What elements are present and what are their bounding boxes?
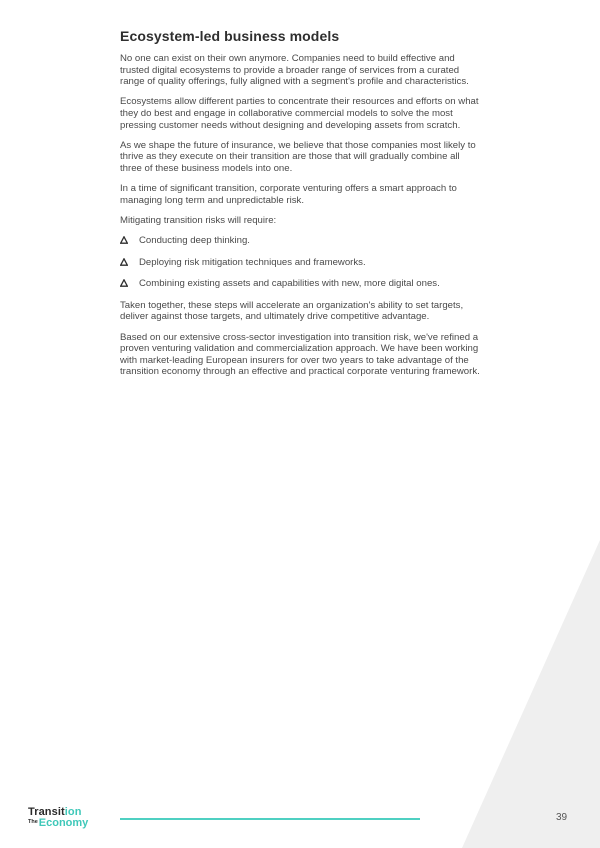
logo-text-economy: Economy [38, 817, 89, 829]
triangle-bullet-icon [120, 236, 128, 244]
paragraph: Ecosystems allow different parties to concentrate their resources and efforts on what they do best and engage in collaborative commercial models to solve the most pressing customer needs without designing and developing assets from scratch. [120, 96, 479, 131]
paragraph: In a time of significant transition, corporate venturing offers a smart approach to managing long term and unpredictable risk. [120, 183, 457, 206]
paragraph: Based on our extensive cross-sector investigation into transition risk, we've refined a proven venturing validation and commercialization approach. We have been working with market-leading European insurers for over two years to take advantage of the transition economy through an effective and practical corporate venturing framework. [120, 331, 480, 378]
list-item [120, 257, 482, 269]
logo-text-ion: ion [64, 806, 82, 818]
page-number: 39 [556, 812, 568, 823]
paragraph: No one can exist on their own anymore. Companies need to build effective and trusted digital ecosystems to provide a broader range of services from a curated range of quality offerings, fully aligned with a segment's profile and characteristics. [120, 53, 469, 88]
paragraph-lead-in: Mitigating transition risks will require: [120, 214, 277, 226]
logo-text-the: The [28, 819, 38, 825]
transition-economy-logo [28, 807, 88, 828]
footer-divider [120, 818, 420, 820]
list-item [120, 278, 482, 290]
logo-text-transit: Transit [28, 806, 65, 818]
triangle-bullet-icon [120, 279, 128, 287]
triangle-bullet-icon [120, 258, 128, 266]
section-title: Ecosystem-led business models [120, 28, 340, 44]
list-item-text: Conducting deep thinking. [139, 235, 250, 247]
main-content [120, 28, 482, 387]
list-item [120, 235, 482, 247]
bullet-list [120, 235, 482, 290]
list-item-text: Combining existing assets and capabilities with new, more digital ones. [139, 278, 440, 290]
paragraph: Taken together, these steps will accelerate an organization's ability to set targets, deliver against those targets, and ultimately drive competitive advantage. [120, 299, 464, 323]
paragraph: As we shape the future of insurance, we believe that those companies most likely to thrive as they execute on their transition are those that will gradually combine all three of these business models into one. [120, 139, 476, 174]
list-item-text: Deploying risk mitigation techniques and frameworks. [139, 256, 366, 268]
